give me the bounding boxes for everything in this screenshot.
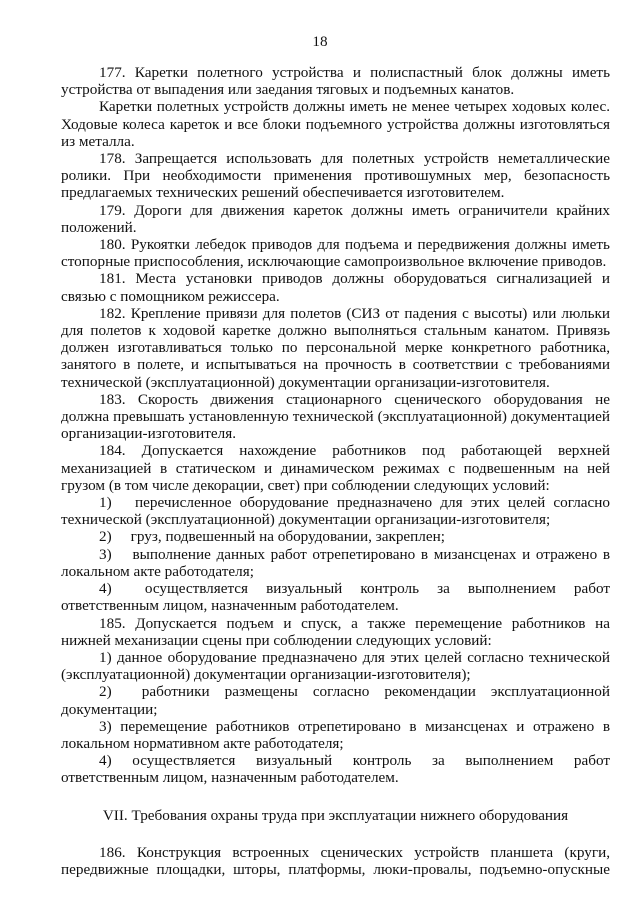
list-item-185-1: 1) данное оборудование предназначено для этих целей согласно технической (эксплуатационной) документации организации-изготовителя); [61, 648, 610, 684]
paragraph-184: 184. Допускается нахождение работников под работающей верхней механизацией в статическом и динамическом режимах с подвешенным на ней грузом (в том числе декорации, свет) при соблюдении следующих условий: [61, 442, 610, 494]
list-item-185-4: 4) осуществляется визуальный контроль за выполнением работ ответственным лицом, назначенным работодателем. [61, 752, 610, 787]
paragraph-183: 183. Скорость движения стационарного сценического оборудования не должна превышать установленную технической (эксплуатационной) документацией организации-изготовителя. [61, 390, 610, 443]
list-item-185-2: 2) работники размещены согласно рекомендации эксплуатационной документации; [61, 683, 610, 718]
paragraph-182: 182. Крепление привязи для полетов (СИЗ от падения с высоты) или люльки для полетов к ходовой каретке должно выполняться стальным канатом. Привязь должен изготавливаться только по персональной мерке конкретного работника, занятого в полете, и испытываться на прочность в соответствии с требованиями технической (эксплуатационной) документации организации-изготовителя. [61, 304, 610, 391]
list-item-184-4: 4) осуществляется визуальный контроль за выполнением работ ответственным лицом, назначенным работодателем. [61, 580, 610, 615]
paragraph-177: 177. Каретки полетного устройства и полиспастный блок должны иметь устройства от выпадения или заедания тяговых и подъемных канатов. [61, 64, 610, 99]
paragraph-179: 179. Дороги для движения кареток должны иметь ограничители крайних положений. [61, 201, 610, 236]
list-item-184-1: 1) перечисленное оборудование предназначено для этих целей согласно технической (эксплуатационной) документации организации-изготовителя; [61, 494, 610, 529]
paragraph-177-continued: Каретки полетных устройств должны иметь не менее четырех ходовых колес. Ходовые колеса кареток и все блоки подъемного устройства должны изготовляться из металла. [61, 98, 610, 150]
paragraph-185: 185. Допускается подъем и спуск, а также перемещение работников на нижней механизации сцены при соблюдении следующих условий: [61, 614, 610, 649]
section-heading: VII. Требования охраны труда при эксплуатации нижнего оборудования [102, 806, 569, 824]
page-number: 18 [312, 33, 328, 50]
paragraph-186: 186. Конструкция встроенных сценических устройств планшета (круги, передвижные площадки, шторы, платформы, люки-провалы, подъемно-опускные [61, 843, 610, 878]
paragraph-181: 181. Места установки приводов должны оборудоваться сигнализацией и связью с помощником режиссера. [61, 270, 610, 305]
paragraph-180: 180. Рукоятки лебедок приводов для подъема и передвижения должны иметь стопорные приспособления, исключающие самопроизвольное включение приводов. [61, 236, 610, 271]
list-item-185-3: 3) перемещение работников отрепетировано в мизансценах и отражено в локальном нормативном акте работодателя; [61, 717, 610, 752]
document-body [61, 64, 610, 878]
list-item-184-3: 3) выполнение данных работ отрепетировано в мизансценах и отражено в локальном акте работодателя; [61, 545, 610, 580]
list-item-184-2: 2) груз, подвешенный на оборудовании, закреплен; [99, 528, 445, 546]
paragraph-178: 178. Запрещается использовать для полетных устройств неметаллические ролики. При необходимости применения противошумных мер, безопасность предлагаемых технических решений обеспечивается изготовителем. [61, 150, 610, 202]
